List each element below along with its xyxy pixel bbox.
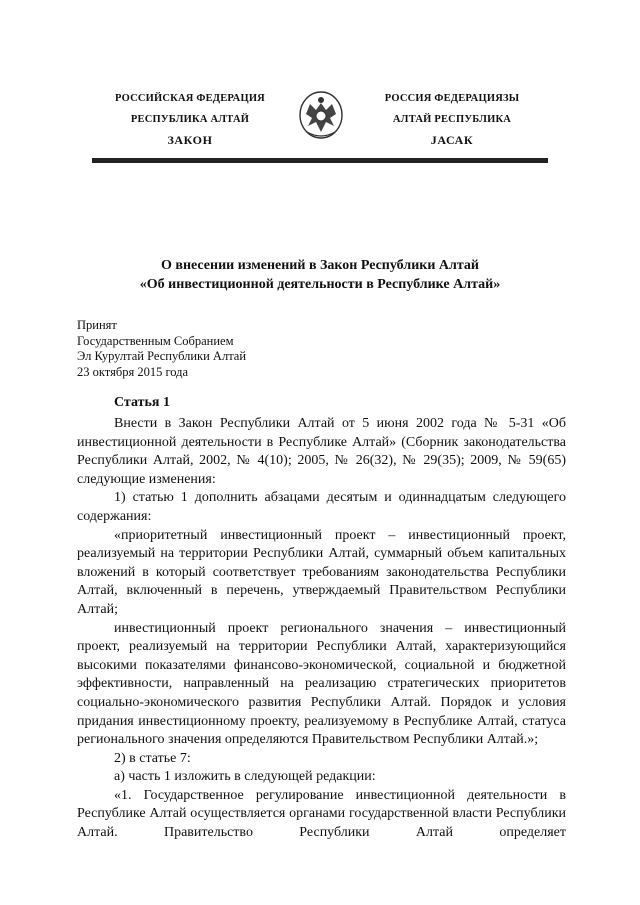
header-altai bbox=[352, 88, 552, 151]
paragraph: а) часть 1 изложить в следующей редакции: bbox=[114, 769, 376, 785]
header-law-label: ЗАКОН bbox=[167, 133, 213, 147]
paragraph: Внести в Закон Республики Алтай от 5 июня 2002 года № 5-31 «Об инвестиционной деятельности в Республике Алтай» (Сборник законодательства Республики Алтай, 2002, № 4(10); 2005, № 26(32), № 29(35); 2009, № 59(65) следующие изменения: bbox=[77, 416, 566, 487]
header-country-alt: РОССИЯ ФЕДЕРАЦИЯЗЫ bbox=[384, 93, 520, 104]
title-line-1: О внесении изменений в Закон Республики Алтай bbox=[161, 258, 479, 273]
header-republic: РЕСПУБЛИКА АЛТАЙ bbox=[130, 114, 250, 125]
coat-of-arms-icon bbox=[298, 88, 344, 140]
article-body bbox=[77, 415, 566, 843]
header-law-label-alt: JАСАК bbox=[430, 133, 474, 147]
adoption-block bbox=[77, 318, 246, 380]
adoption-line-1: Принят bbox=[77, 318, 117, 332]
title-line-2: «Об инвестиционной деятельности в Республике Алтай» bbox=[139, 277, 501, 292]
paragraph: инвестиционный проект регионального значения – инвестиционный проект, реализуемый на территории Республики Алтай, характеризующийся высокими показателями финансово-экономической, социальной и бюджетной эффективности, направленный на реализацию стратегических приоритетов социально-экономического развития Республики Алтай. Порядок и условия придания инвестиционному проекту, реализуемому в Республике Алтай, статуса регионального значения определяются Правительством Республики Алтай.»; bbox=[77, 620, 566, 748]
article-heading: Статья 1 bbox=[114, 395, 170, 410]
adoption-line-2: Государственным Собранием bbox=[77, 333, 234, 348]
document-header bbox=[0, 88, 640, 168]
adoption-date: 23 октября 2015 года bbox=[77, 364, 189, 379]
paragraph: «1. Государственное регулирование инвестиционной деятельности в Республике Алтай осуществляется органами государственной власти Республики Алтай. Правительство Республики Алтай определяет bbox=[77, 787, 566, 841]
header-republic-alt: АЛТАЙ РЕСПУБЛИКА bbox=[392, 114, 512, 125]
adoption-line-3: Эл Курултай Республики Алтай bbox=[77, 349, 247, 363]
paragraph: 1) статью 1 дополнить абзацами десятым и одиннадцатым следующего содержания: bbox=[77, 490, 566, 524]
header-divider bbox=[92, 158, 548, 163]
header-country: РОССИЙСКАЯ ФЕДЕРАЦИЯ bbox=[115, 93, 265, 104]
paragraph: 2) в статье 7: bbox=[114, 750, 191, 766]
header-russian bbox=[90, 88, 290, 151]
paragraph: «приоритетный инвестиционный проект – инвестиционный проект, реализуемый на территории Республики Алтай, суммарный объем капитальных вложений в который соответствует требованиям законодательства Республики Алтай, включенный в перечень, утверждаемый Правительством Республики Алтай; bbox=[77, 527, 566, 617]
document-title bbox=[0, 256, 640, 294]
